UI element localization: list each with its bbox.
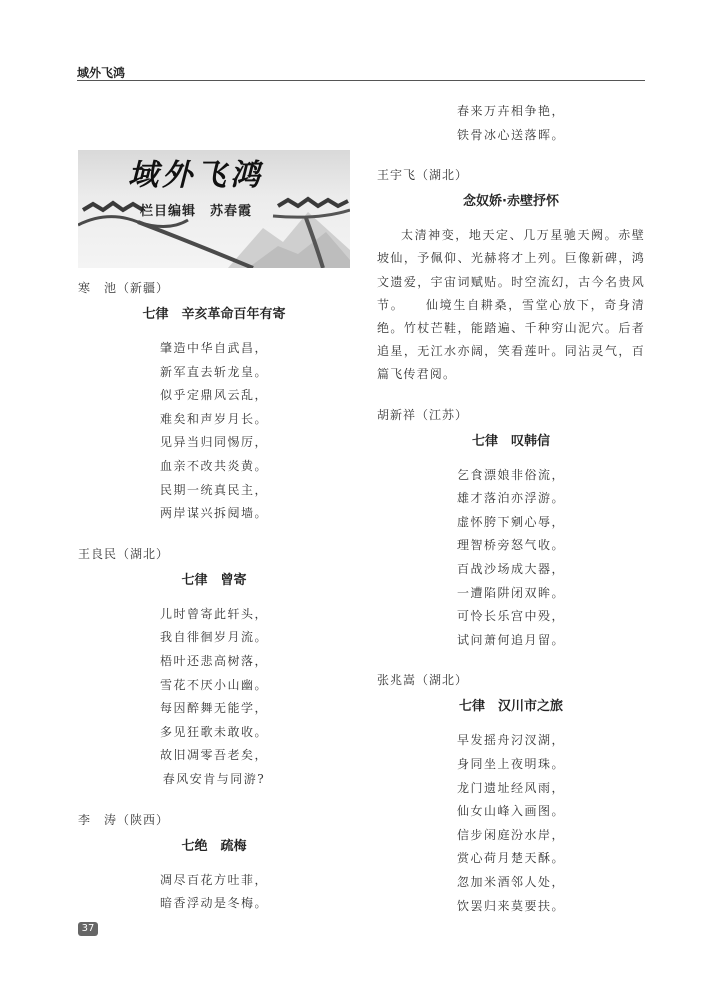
poem-line: 饮罢归来莫要扶。: [456, 898, 565, 913]
left-column: [78, 150, 350, 936]
right-column: [377, 100, 645, 938]
poem-line: 理智桥旁怒气收。: [456, 538, 565, 553]
poem-line: 春来万卉相争艳，: [456, 104, 565, 118]
poem-line: 春风安肯与同游?: [162, 771, 266, 786]
poem-line: 龙门遗址经风雨，: [456, 780, 565, 795]
poem-line: 铁骨冰心送落晖。: [456, 127, 565, 142]
poem-line: 虚怀胯下剜心辱，: [456, 514, 565, 529]
poem-block: [78, 280, 350, 526]
poem-line: 我自徘徊岁月流。: [159, 630, 268, 645]
poem-title: 七律 汉川市之旅: [458, 699, 563, 715]
poem-author: 胡新祥（江苏）: [377, 407, 469, 422]
poem-author: 王良民（湖北）: [78, 546, 170, 561]
editor-label: 栏目编辑: [140, 204, 197, 219]
poem-line: 似乎定鼎风云乱，: [159, 388, 268, 403]
poem-line: 赏心荷月楚天酥。: [456, 851, 565, 866]
poem-line: 忽加米酒邻人处，: [456, 874, 565, 889]
poem-line: 血亲不改共炎黄。: [159, 458, 268, 473]
poem-line: 新军直去斩龙皇。: [159, 364, 268, 379]
poem-lines: [78, 869, 350, 916]
poem-title: 七绝 疏梅: [181, 838, 247, 854]
poem-line: 故旧凋零吾老矣，: [159, 748, 268, 763]
banner-title: 域外飞鸿: [128, 158, 264, 193]
column-banner: [78, 150, 350, 268]
section-title: 域外飞鸿: [77, 66, 126, 80]
ci-poem-block: [377, 167, 645, 386]
poem-line: 梧叶还悲高树落，: [159, 653, 268, 668]
poem-line: 两岸谋兴拆阋墙。: [159, 506, 268, 521]
poem-author: 李 涛（陕西）: [78, 812, 170, 827]
poem-line: 民期一统真民主，: [159, 482, 268, 497]
poem-line: 难矣和声岁月长。: [159, 411, 268, 426]
poem-line: 雄才落泊亦浮游。: [456, 491, 565, 506]
poem-line: 仙女山峰入画图。: [456, 804, 565, 819]
poem-author: 王宇飞（湖北）: [377, 168, 469, 183]
poem-line: 乞食漂娘非俗流，: [456, 467, 565, 482]
poem-author: 寒 池（新疆）: [78, 281, 170, 295]
poem-line: 凋尽百花方吐菲，: [159, 872, 268, 887]
poem-title: 七律 曾寄: [181, 572, 247, 588]
poem-block: [78, 546, 350, 792]
poem-line: 试问萧何追月留。: [456, 632, 565, 647]
poem-lines: [377, 729, 645, 918]
poem-line: 一遭陷阱闭双眸。: [456, 585, 565, 600]
poem-lines: [78, 603, 350, 792]
poem-lines: [78, 337, 350, 526]
poem-line: 百战沙场成大器，: [456, 561, 565, 576]
poem-continuation: [377, 100, 645, 147]
running-header: [77, 64, 645, 81]
poem-block: [377, 672, 645, 918]
poem-line: 身同坐上夜明珠。: [456, 756, 565, 771]
poem-lines: [377, 464, 645, 653]
page-number: 37: [78, 922, 98, 936]
poem-block: [377, 407, 645, 653]
poem-line: 多见狂歌未敢收。: [159, 724, 268, 739]
poem-title: 念奴娇·赤壁抒怀: [463, 194, 559, 210]
ci-poem-text: 太清神变，地天定、几万星驰天阙。赤壁坡仙，予佩仰、光赫将才上列。巨像新碑，鸿文遗爱，宇宙词赋贴。时空流幻，古今名贵风节。 仙境生自耕桑，雪堂心放下，奇身清绝。竹杖芒鞋，能踏遍、千种穷山泥穴。后者追星，无江水亦阔，笑看莲叶。同沾灵气，百篇飞传君阅。: [377, 228, 645, 382]
poem-block: [78, 812, 350, 916]
poem-line: 早发摇舟汈汊湖，: [456, 733, 565, 748]
poem-line: 信步闲庭汾水岸，: [456, 827, 565, 842]
poem-author: 张兆嵩（湖北）: [377, 673, 469, 688]
poem-line: 每因醉舞无能学，: [159, 701, 268, 716]
poem-line: 雪花不厌小山幽。: [159, 677, 268, 692]
poem-line: 暗香浮动是冬梅。: [159, 896, 268, 911]
poem-title: 七律 辛亥革命百年有寄: [142, 307, 286, 322]
editor-name: 苏春霞: [210, 204, 253, 219]
poem-line: 肇造中华自武昌，: [159, 341, 268, 355]
poem-title: 七律 叹韩信: [471, 433, 550, 449]
poem-line: 见异当归同惕厉，: [159, 435, 268, 450]
banner-editor: [140, 200, 266, 219]
poem-line: 儿时曾寄此轩头，: [159, 606, 268, 621]
poem-line: 可怜长乐宫中殁，: [456, 609, 565, 624]
